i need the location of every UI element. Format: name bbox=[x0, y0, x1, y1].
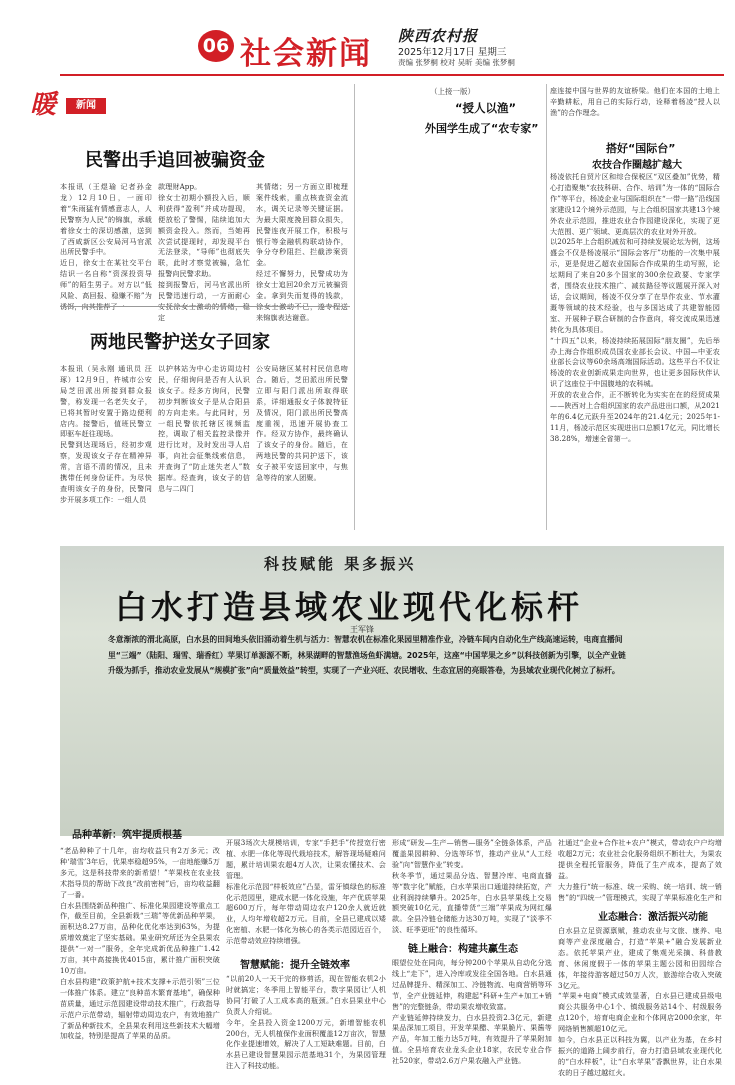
feature-overline: 科技赋能 果多振兴 bbox=[264, 555, 417, 573]
article-4-title: 搭好“国际台” bbox=[606, 142, 676, 155]
feature-section-3-title: 链上融合：构建共赢生态 bbox=[408, 944, 518, 955]
column-logo-label: 新闻 bbox=[66, 98, 106, 114]
article-1-col-2: 款理财App。 徐女士初期小额投入后，顺利获得“盈利”并成功提现，便放松了警惕，陆续追加大额资金投入。然而，当她再次尝试提现时，却发现平台无法登录，“导师”也彻底失联，此时才察觉被骗，急忙报警向民警求助。 接到报警后，河马官派出所民警迅速行动，一方面耐心 定 bbox=[158, 182, 250, 322]
column-logo-badge: 暖 bbox=[30, 90, 57, 120]
article-2-title: 两地民警护送女子回家 bbox=[90, 332, 270, 353]
feature-col-3: 形成“研发—生产—销售—服务”全链条体系，产品覆盖果园耕种、分选等环节，推动产业从“人工经验”向“智慧作业”转变。 秋冬季节，通过果品分选、智慧冷库、电商直播等“数字化”赋能，白水苹果出口通道持续拓宽，产业利润持续攀升。2025年，白水县苹果线上交易额突破10亿元，直播带货“三端”苹果成为网红爆款。全县冷链仓储能力达30万吨，实现了“淡季不淡、旺季更旺”的良性循环。 bbox=[392, 838, 552, 934]
feature-lead: 冬意渐浓的渭北高原，白水县的田间地头依旧涌动着生机与活力：智慧农机在标准化果园里精准作业，冷链车间内自动化生产线高速运转，电商直播间里“三端”（陆阳、瑞雪、瑞香红）苹果订单源源不断，林果湖畔的智慧渔场鱼虾满塘。2025年，这座“中国苹果之乡”以科技创新为引擎，以全产业链升级为抓手，推动农业发展从“规模扩张”向“质量效益”转型，实现了一产业兴旺、农民增收、生态宜居的亮眼答卷，为县域农业现代化树立了标杆。 bbox=[108, 635, 626, 676]
article-1-col-3: 其情绪；另一方面立即梳理案件线索，重点核查资金流水，调关记录等关键证据。为最大限度挽回群众损失，民警连夜开展工作，积极与银行等金融机构联动协作，争分夺秒阻拦、拦截涉案资金。 经过不懈努力，民警成功为徐女士追回20余万元被骗资金。拿到失而复得的钱款， 来锦旗表达谢意。 bbox=[256, 182, 348, 322]
masthead-rule bbox=[60, 74, 724, 76]
feature-section-1-title: 品种革新：筑牢提质根基 bbox=[72, 830, 182, 841]
section-title: 社会新闻 bbox=[240, 36, 372, 72]
newspaper-name: 陕西农村报 bbox=[398, 27, 479, 45]
article-1-title: 民警出手追回被骗资金 bbox=[85, 150, 265, 171]
feature-byline: 王军锋 bbox=[350, 625, 374, 634]
page-number-badge: 06 bbox=[198, 30, 234, 62]
article-3-subtitle: 外国学生成了“农专家” bbox=[425, 122, 539, 135]
article-4-intro: 座连接中国与世界的友谊桥梁。他们在本国的土地上辛勤耕耘，用自己的实际行动，诠释着杨凌“授人以渔”的合作理念。 bbox=[550, 86, 720, 117]
issue-date: 2025年12月17日 星期三 bbox=[398, 47, 507, 58]
article-2-col-3: 公安局辖区某村村民信息吻合。随后，芝田派出所民警立即与阳门派出所取得联系，详细通报女子体貌特征及情况，阳门派出所民警高度重视，迅速开展协查工作。经双方协作，最终确认了该女子的身份。随后，在两地民警的共同护送下，该女子被平安送回家中，与焦急等待的家人团聚。 bbox=[256, 364, 348, 483]
article-3-title: “授人以渔” bbox=[455, 101, 517, 115]
feature-section-2-title: 智慧赋能：提升全链效率 bbox=[240, 960, 350, 971]
article-2-col-1: 本报讯（吴永刚 通讯员 汪琢）12月9日，杵城市公安局芝田派出所接到群众报警，称发现一名老失女子，已将其暂时安置于路边便利店内。接警后，值班民警立即驱车赶往现场。 民警到达现场后，经初步观察，发现该女子存在精神异常，言语不清的情况，且未携带任何身份证件。为尽快查明该女子的身份，民警同步开展多项工作：一组人员 bbox=[60, 364, 152, 504]
editor-credits: 责编 张梦桐 校对 吴昕 美编 张梦桐 bbox=[398, 58, 515, 67]
column-logo bbox=[30, 84, 96, 120]
feature-col-4b: 白水县立足资源禀赋，推动农业与文旅、康养、电商等产业深度融合，打造“苹果+”融合发展新业态。依托苹果产业，建成了集观光采摘、科普教育、休闲度假于一体的苹果主题公园和田园综合体，年接待游客超过50万人次，旅游综合收入突破3亿元。 “苹果+电商”模式成效显著，白水县已建成县级电商公共服务中心1个、镇级服务站14个、村级服务点120个，培育电商企业和个体网店2000余家，年网络销售额超10亿元。 如今，白水县正以科技为翼，以产业为基，在乡村振兴的道路上阔步前行，奋力打造县域农业现代化的“白水样板”，让“白水苹果”香飘世界，让白水果农的日子越过越红火。 bbox=[558, 926, 722, 1077]
article-3-body bbox=[360, 146, 542, 508]
feature-col-2b: “以前20人一天干完的修剪活，现在智能农机2小时就搞定；冬季用上智能平台，数字果园让‘人机协同’打破了人工成本高的瓶颈。”白水县果业中心负责人介绍说。 今年，全县投入资金1200万元，新增智能农机200台，无人机植保作业面积覆盖12万亩次，智慧化作业提速增效，解决了人工短缺难题。目前，白水县已建设智慧果园示范基地31个，为果园管理注入了科技动能。 bbox=[226, 974, 386, 1071]
article-2-col-2: 以护林站为中心走访周边村民，仔细询问是否有人认识该女子。经多方询问，民警初步判断该女子是从合阳县的方向走来。与此同时，另一组民警依托辖区视频监控，调取了相关监控录像并进行比对，及时发出寻人启事，向社会征集线索信息，并查询了“防止迷失老人”数据库。经查询，该女子的信息与二四门 bbox=[158, 364, 250, 493]
feature-section-4-title: 业态融合：激活振兴动能 bbox=[598, 912, 708, 923]
article-4-subtitle: 农技合作圈越扩越大 bbox=[592, 160, 682, 171]
article-1-col-1: 本报讯（王煜瑜 记者孙金龙）12月10日，一面印着“朱雨猛有情感意志人，人民警察为人民”的锦旗，承载着徐女士的深切感激，送到了西咸新区公安局河马官派出所民警手中。 近日，徐女士在某社交平台结识一名自称“资深投资导师”的陌生男子。对方以“低风险、高回报、稳赚不赔”为 bbox=[60, 182, 152, 301]
article-4-body: 杨凌依托自贸片区和综合保税区“双区叠加”优势，精心打造聚集“农技科研、合作、培训”为一体的“国际合作”等平台，杨凌企业与国际组织在“一带一路”沿线国家建设12个境外示范园，与上合组织国家共建13个境外农业示范园，推进农业合作园建设深化，实现了更大范围、更广领域、更高层次的农业对外开放。 以2025年上合组织减贫和可持续发展论坛为例，这场盛会不仅是杨凌展示“国际会客厅”功能的一次集中展示，更是促进乙超农业国际合作成果的生动写照，论坛期间了来自20多个国家的300余位政要、专家学者，围绕农业技术推广、减贫路径等议题展开深入对话，会议期间，杨凌不仅分享了在旱作农业、节水灌溉等领域的技术经验，也与多国达成了共建智能园室、开展种子联合研制的合作意向，将交流成果迅速转化为具体项目。 “十四五”以来，杨凌持续拓展国际“朋友圈”，先后举办上海合作组织成员国农业部长会议、中国—中亚农业部长会议等60余场高端国际活动。这些平台不仅让杨凌的农业创新成果走向世界，也让更多国际伙伴认识了这座位于中国腹地的农科城。 开放的农业合作，正不断转化为实实在在的经贸成果——陕西对上合组织国家的农产品进出口额，从2021年的6.4亿元跃升至2024年的21.4亿元；2025年1-11月，杨凌示范区实现进出口总额17亿元，同比增长38.28%，增速全省第一。 bbox=[550, 172, 720, 443]
article-3-kicker: （上接一版） bbox=[430, 87, 475, 96]
column-divider bbox=[546, 84, 547, 530]
feature-col-2: 开展3场次大规模培训，专家“手把手”传授宽行密植、水肥一体化等现代栽培技术，解答现场疑难问题，累计培训果农超4万人次，让果农懂技术、会管理。 标准化示范园“样板效应”凸显，雷牙镇绿色的标准化示范园里，建成水肥一体化设施，年产优质苹果超600万斤，每年带动周边农户120余人就近就业，人均年增收超2万元。目前，全县已建成以矮化密植、水肥一体化为核心的各类示范园近百个，示范带动效应持续增强。 bbox=[226, 838, 386, 946]
feature-headline: 白水打造县域农业现代化标杆 bbox=[115, 588, 584, 626]
column-divider bbox=[354, 84, 355, 530]
feature-col-4: 社通过“企业+合作社+农户”模式，带动农户户均增收超2万元；农业社会化服务组织不断壮大，为果农提供全程托管服务，降低了生产成本，提高了效益。 大力推行“统一标准、统一采购、统一培训、统一销售”的“四统一”管理模式，实现了苹果标准化生产和 bbox=[558, 838, 722, 902]
article-divider bbox=[60, 306, 350, 307]
feature-col-3b: 眼望位处在同向，每分钟200个苹果从自动化分选线上“走下”，进入冷库或发往全国各地。白水县通过品牌提升、精深加工、冷链物流、电商营销等环节，全产业链延伸，构建起“科研+生产+加工+销售”的完整链条，带动果农增收致富。 产业链延伸持续发力，白水县投资2.3亿元，新建果品深加工项目，开发苹果醋、苹果脆片、果酱等产品，年加工能力达5万吨，有效提升了苹果附加值。全县培育农业龙头企业18家，农民专业合作社520家，带动2.6万户果农融入产业链。 bbox=[392, 958, 552, 1066]
feature-col-1: “老品种种了十几年，亩均收益只有2万多元；改种‘瑞雪’3年后，优果率稳超95%，一亩地能赚5万多元，这是科技带来的新希望！”苹果枝在农业技术指导员的帮助下改良“改前密树”后，亩均收益翻了一番。 白水县围绕新品种推广、标准化果园建设等重点工作，截至目前，全县新栽“三瑞”等优新品种苹果，面积达8.27万亩，品种化优化率达到63%，为提质增效奠定了坚实基础。果业研究所还为全县果农提供“一对一”服务，全年完成新优品种推广1.42万亩，其中高接换优4015亩，累计推广面积突破10万亩。 白水县构建“政策护航+技术支撑+示范引领”三位一体推广体系。建立“良种苗木繁育基地”，确保种苗质量，通过示范园建设带动技术推广，行政指导示范户示范带动，辐射带动周边农户，有效地推广了新品种新技术，全县果农利用这些新技术大幅增加收益，特别是提高了苹果的品质。 bbox=[60, 846, 220, 1041]
